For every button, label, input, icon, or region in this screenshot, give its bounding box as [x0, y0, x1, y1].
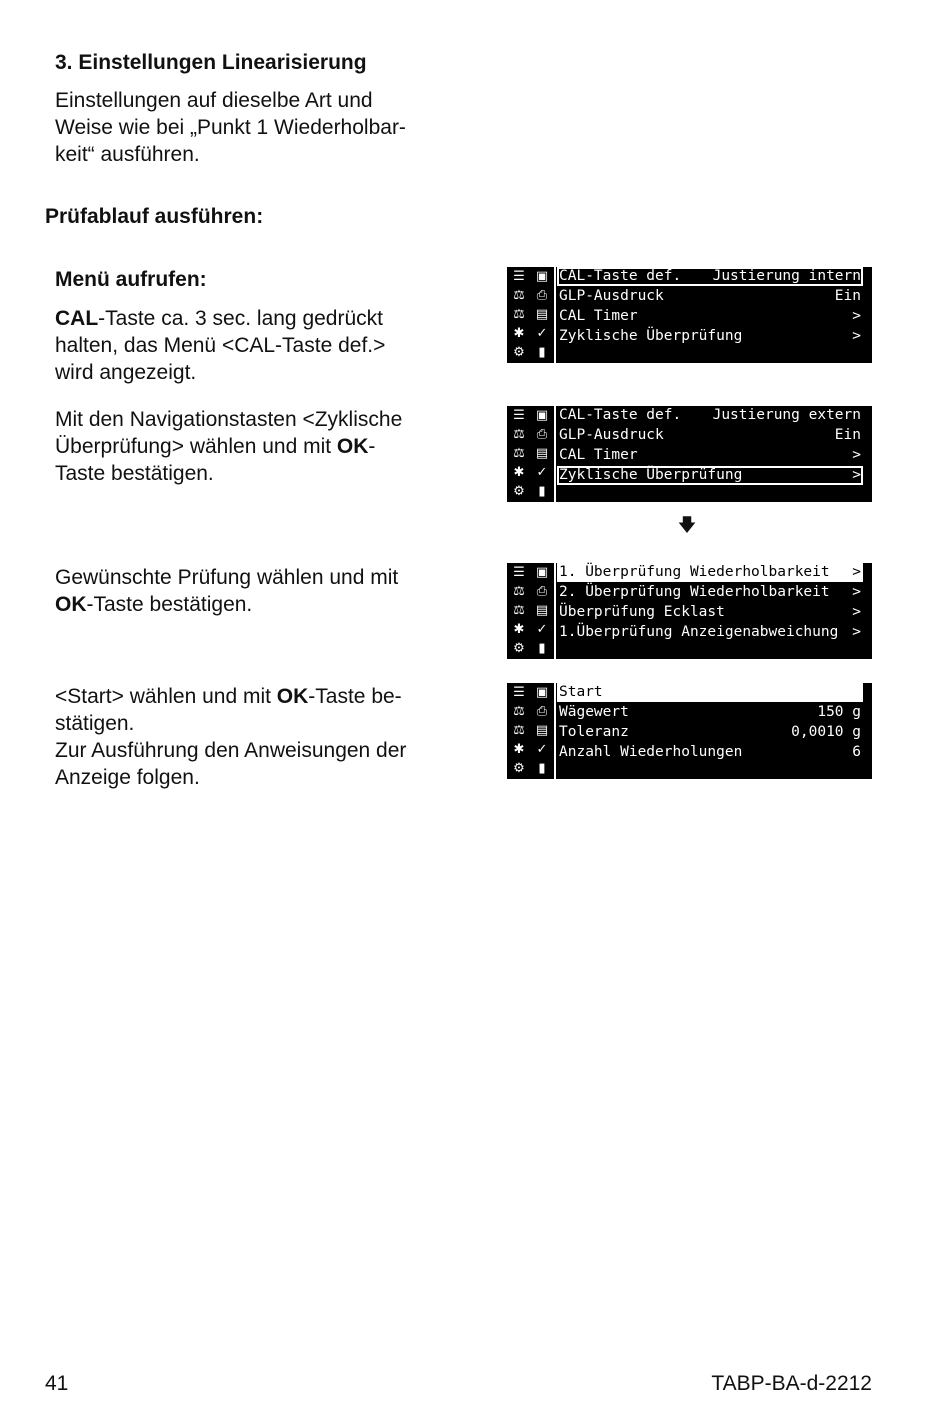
- scale-settings-icon: ⚖: [513, 307, 525, 322]
- gear-icon: ✱: [513, 742, 525, 757]
- scale-icon: ⚖: [513, 288, 525, 303]
- menu-row-label: 1.Überprüfung Anzeigenabweichung: [559, 624, 839, 640]
- step1-line3: wird angezeigt.: [55, 361, 197, 384]
- key-icon: ⚙: [513, 484, 525, 499]
- menu-row-value: 6: [852, 744, 861, 760]
- document-id: TABP-BA-d-2212: [711, 1372, 872, 1395]
- display-screen-3: [507, 563, 872, 659]
- menu-row[interactable]: [557, 603, 863, 622]
- check-icon: ✓: [536, 742, 548, 757]
- step4-line4: Anzeige folgen.: [55, 766, 200, 789]
- menu-row-value: >: [852, 467, 861, 483]
- key-icon: ⚙: [513, 761, 525, 776]
- ok-key-label: OK: [55, 593, 87, 616]
- section-title: 3. Einstellungen Linearisierung: [55, 51, 367, 74]
- section-body-line: Einstellungen auf dieselbe Art und: [55, 89, 373, 112]
- printer-icon: ⎙: [536, 288, 548, 303]
- weight-icon: ▮: [538, 345, 546, 360]
- scale-settings-icon: ⚖: [513, 723, 525, 738]
- check-icon: ✓: [536, 326, 548, 341]
- step2-line2-pre: Überprüfung> wählen und mit: [55, 435, 337, 458]
- screen-icon-column: [507, 267, 553, 363]
- scale-icon: ⚖: [513, 584, 525, 599]
- weight-icon: ▮: [538, 484, 546, 499]
- menu-row-value: Ein: [834, 288, 861, 304]
- menu-row[interactable]: [557, 446, 863, 465]
- step4-line3: Zur Ausführung den Anweisungen der: [55, 739, 407, 762]
- step1-line1: [55, 305, 385, 332]
- ok-key-label: OK: [336, 435, 369, 458]
- menu-row-value: >: [852, 328, 861, 344]
- menu-row[interactable]: [557, 327, 863, 346]
- menu-row-label: Überprüfung Ecklast: [559, 604, 725, 620]
- menu-row-label: Toleranz: [559, 724, 629, 740]
- screen-icon-column: [507, 683, 553, 779]
- section-body: [55, 87, 406, 168]
- key-icon: ⚙: [513, 641, 525, 656]
- menu-row-label: Zyklische Überprüfung: [559, 467, 743, 483]
- step4-line1-pre: <Start> wählen und mit: [55, 685, 277, 708]
- menu-row-value: 0,0010 g: [791, 724, 861, 740]
- check-icon: ✓: [536, 465, 548, 480]
- menu-row-value: Ein: [834, 427, 861, 443]
- printer-icon: ⎙: [536, 584, 548, 599]
- menu-row-label: Zyklische Überprüfung: [559, 328, 743, 344]
- menu-row-label: 2. Überprüfung Wiederholbarkeit: [559, 584, 830, 600]
- menu-row-value: >: [852, 447, 861, 463]
- print-box-icon: ▣: [535, 269, 549, 284]
- screen-divider: [554, 267, 556, 363]
- step1-text: [55, 305, 385, 386]
- menu-row-label: GLP-Ausdruck: [559, 288, 664, 304]
- menu-row-value: >: [852, 564, 861, 580]
- menu-row[interactable]: [557, 583, 863, 602]
- step2-line2-post: -: [368, 435, 376, 458]
- weight-icon: ▮: [538, 641, 546, 656]
- print-box-icon: ▣: [535, 685, 549, 700]
- menu-row-label: Wägewert: [559, 704, 629, 720]
- save-icon: ▤: [535, 723, 549, 738]
- weight-icon: ▮: [538, 761, 546, 776]
- key-icon: ⚙: [513, 345, 525, 360]
- scale-icon: ⚖: [513, 704, 525, 719]
- menu-row[interactable]: [557, 466, 863, 485]
- menu-row-value: >: [852, 584, 861, 600]
- menu-row[interactable]: [557, 287, 863, 306]
- display-screen-1: [507, 267, 872, 363]
- gear-icon: ✱: [513, 326, 525, 341]
- menu-icon: ☰: [513, 685, 525, 700]
- page-number: 41: [45, 1372, 69, 1395]
- menu-row[interactable]: [557, 406, 863, 425]
- menu-row-label: CAL-Taste def.: [559, 407, 682, 423]
- procedure-title: Prüfablauf ausführen:: [45, 205, 264, 228]
- menu-row[interactable]: [557, 267, 863, 286]
- save-icon: ▤: [535, 446, 549, 461]
- step3-line2: [55, 591, 398, 618]
- scale-settings-icon: ⚖: [513, 446, 525, 461]
- menu-row-label: Anzahl Wiederholungen: [559, 744, 743, 760]
- screen-icon-column: [507, 406, 553, 502]
- menu-row[interactable]: [557, 743, 863, 762]
- menu-row-value: Justierung intern: [712, 268, 861, 284]
- menu-row[interactable]: [557, 563, 863, 582]
- menu-row-label: CAL-Taste def.: [559, 268, 682, 284]
- menu-row-label: 1. Überprüfung Wiederholbarkeit: [559, 564, 830, 580]
- menu-row-label: CAL Timer: [559, 308, 638, 324]
- menu-row-value: >: [852, 308, 861, 324]
- menu-row[interactable]: [557, 683, 863, 702]
- save-icon: ▤: [535, 307, 549, 322]
- check-icon: ✓: [536, 622, 548, 637]
- step4-text: [55, 683, 406, 791]
- step2-line2: [55, 433, 402, 460]
- step3-text: [55, 564, 398, 618]
- step4-line1: [55, 683, 406, 710]
- ok-key-label: OK: [276, 685, 309, 708]
- section-body-line: keit“ ausführen.: [55, 143, 200, 166]
- gear-icon: ✱: [513, 465, 525, 480]
- menu-row-value: >: [852, 624, 861, 640]
- menu-row-label: GLP-Ausdruck: [559, 427, 664, 443]
- step1-line1-rest: -Taste ca. 3 sec. lang gedrückt: [98, 307, 383, 330]
- step4-line1-post: -Taste be-: [308, 685, 402, 708]
- down-arrow-icon: 🡇: [677, 515, 697, 535]
- screen-icon-column: [507, 563, 553, 659]
- screen-divider: [554, 683, 556, 779]
- print-box-icon: ▣: [535, 408, 549, 423]
- menu-row-value: 150 g: [817, 704, 861, 720]
- display-screen-2: [507, 406, 872, 502]
- menu-icon: ☰: [513, 269, 525, 284]
- screen-divider: [554, 563, 556, 659]
- menu-row-label: CAL Timer: [559, 447, 638, 463]
- menu-icon: ☰: [513, 408, 525, 423]
- menu-title: Menü aufrufen:: [55, 268, 207, 291]
- step2-line3: Taste bestätigen.: [55, 462, 214, 485]
- menu-row-value: >: [852, 604, 861, 620]
- gear-icon: ✱: [513, 622, 525, 637]
- printer-icon: ⎙: [536, 427, 548, 442]
- menu-row[interactable]: [557, 307, 863, 326]
- menu-row[interactable]: [557, 723, 863, 742]
- menu-icon: ☰: [513, 565, 525, 580]
- step3-line2-post: -Taste bestätigen.: [86, 593, 253, 616]
- step4-line2: stätigen.: [55, 712, 135, 735]
- save-icon: ▤: [535, 603, 549, 618]
- screen-divider: [554, 406, 556, 502]
- menu-row[interactable]: [557, 426, 863, 445]
- step3-line1: Gewünschte Prüfung wählen und mit: [55, 566, 399, 589]
- print-box-icon: ▣: [535, 565, 549, 580]
- step1-line2: halten, das Menü <CAL-Taste def.>: [55, 334, 386, 357]
- scale-icon: ⚖: [513, 427, 525, 442]
- printer-icon: ⎙: [536, 704, 548, 719]
- display-screen-4: [507, 683, 872, 779]
- menu-row-label: Start: [559, 684, 603, 700]
- step2-text: [55, 406, 402, 487]
- cal-key-label: CAL: [55, 307, 99, 330]
- menu-row-value: Justierung extern: [712, 407, 861, 423]
- menu-row[interactable]: [557, 623, 863, 642]
- menu-row[interactable]: [557, 703, 863, 722]
- section-body-line: Weise wie bei „Punkt 1 Wiederholbar-: [55, 116, 406, 139]
- step2-line1: Mit den Navigationstasten <Zyklische: [55, 408, 403, 431]
- scale-settings-icon: ⚖: [513, 603, 525, 618]
